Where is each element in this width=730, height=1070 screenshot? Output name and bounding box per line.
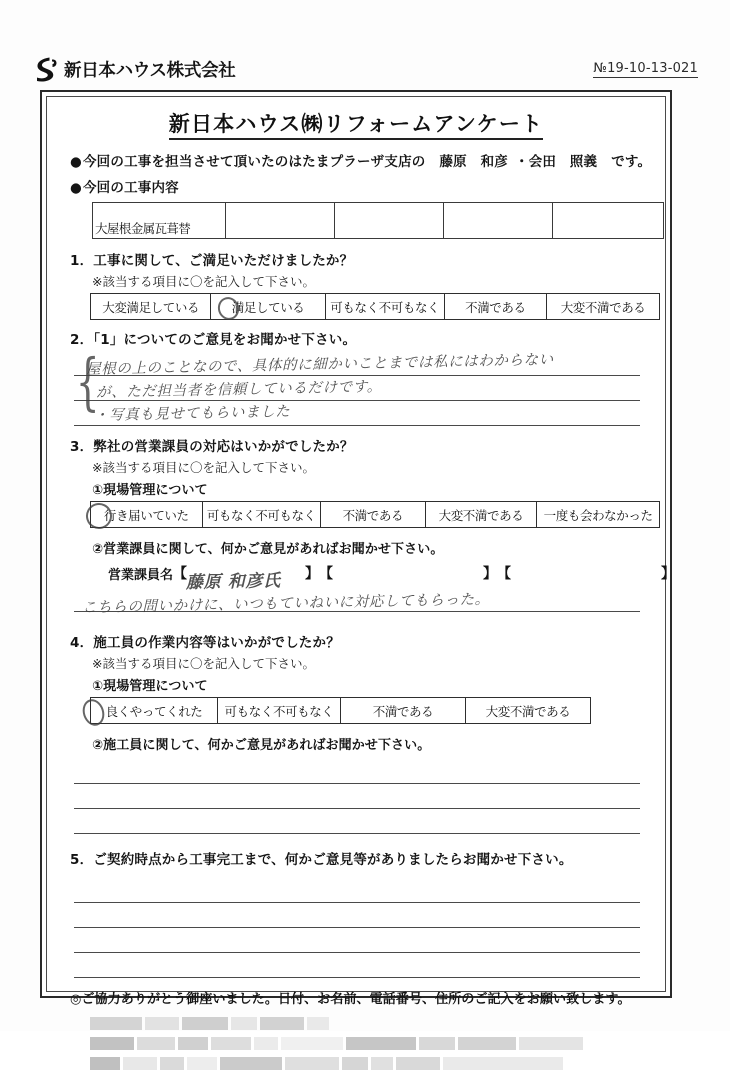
name-bracket-2[interactable]: [319, 563, 497, 583]
q1-option-3[interactable]: 不満である: [444, 294, 546, 320]
redaction-block: [396, 1057, 440, 1070]
name-bracket-3[interactable]: [497, 563, 675, 583]
question-3-options-table: [90, 501, 660, 528]
bracket-open-icon: 【: [173, 566, 188, 582]
question-1-note: ※該当する項目に〇を記入して下さい。: [92, 274, 315, 289]
redaction-block: [187, 1057, 217, 1070]
question-4-title: 4．施工員の作業内容等はいかがでしたか？: [70, 635, 340, 651]
sales-staff-name-handwritten: 藤原 和彦氏: [185, 571, 281, 593]
company-logo-mark-icon: [34, 56, 58, 82]
question-5-rule-lines[interactable]: [74, 878, 640, 978]
question-4-sub-label: ①現場管理について: [92, 679, 208, 694]
work-content-label-line: [70, 176, 660, 196]
question-4-block: [52, 631, 660, 834]
question-4-sub2-label: ②施工員に関して、何かご意見があればお聞かせ下さい。: [92, 738, 431, 753]
staff-name-primary: 藤原 和彦: [439, 154, 508, 170]
question-4-options-wrap: [52, 697, 660, 724]
bracket-open-icon: 【: [319, 566, 334, 582]
question-4-note: ※該当する項目に〇を記入して下さい。: [92, 656, 315, 671]
staff-name-secondary: 会田 照義: [528, 154, 598, 170]
redaction-block: [371, 1057, 393, 1070]
bullet-icon: ●: [70, 154, 82, 170]
q1-option-2[interactable]: 可もなく不可もなく: [325, 294, 444, 320]
bracket-open-icon: 【: [497, 566, 512, 582]
redaction-block: [254, 1037, 278, 1050]
q1-option-4[interactable]: 大変不満である: [547, 294, 660, 320]
question-3-title: 3．弊社の営業課員の対応はいかがでしたか？: [70, 439, 354, 455]
redaction-block: [342, 1057, 368, 1070]
question-3-sub-label: ①現場管理について: [92, 483, 208, 498]
q3-option-3[interactable]: 大変不満である: [425, 502, 537, 528]
question-4-options-table: [90, 697, 591, 724]
rule-line: [74, 903, 640, 928]
question-5-block: [52, 848, 660, 978]
bullet-icon: ●: [70, 180, 82, 196]
q3-option-2[interactable]: 不満である: [320, 502, 425, 528]
question-3-comment-area[interactable]: [52, 589, 660, 619]
sales-staff-name-label: 営業課員名: [108, 567, 174, 583]
redaction-block: [307, 1017, 329, 1030]
redaction-block: [220, 1057, 282, 1070]
redacted-personal-info-area: [90, 1017, 646, 1070]
q4-option-3[interactable]: 大変不満である: [466, 698, 591, 724]
name-bracket-1[interactable]: [173, 563, 319, 583]
form-title: [52, 108, 660, 138]
redaction-block: [123, 1057, 157, 1070]
intro-prefix-text: 今回の工事を担当させて頂いたのはたまプラーザ支店の: [82, 154, 426, 170]
redacted-row-1: [90, 1017, 646, 1030]
work-content-table: [92, 202, 664, 239]
question-2-title: 2．「1」についてのご意見をお聞かせ下さい。: [70, 332, 357, 348]
q4-option-1[interactable]: 可もなく不可もなく: [218, 698, 341, 724]
question-4-rule-lines[interactable]: [74, 759, 640, 834]
q1-option-1[interactable]: 満足している: [211, 294, 325, 320]
bracket-close-icon: 】: [305, 566, 320, 582]
q3-handwritten-comment: こちらの問いかけに、いつもていねいに対応してもらった。: [81, 591, 490, 617]
rule-line: [74, 351, 640, 376]
redaction-block: [160, 1057, 184, 1070]
q4-option-2[interactable]: 不満である: [341, 698, 466, 724]
rule-line: [74, 376, 640, 401]
work-cell-2[interactable]: [226, 203, 335, 239]
rule-line: [74, 401, 640, 426]
rule-line: [74, 759, 640, 784]
redaction-block: [137, 1037, 175, 1050]
table-row: [91, 294, 660, 320]
question-1-block: [52, 249, 660, 320]
question-2-block: [52, 328, 660, 429]
redaction-block: [231, 1017, 257, 1030]
intro-suffix-text: です。: [611, 154, 652, 170]
form-title-text: 新日本ハウス㈱リフォームアンケート: [169, 112, 543, 140]
redaction-block: [90, 1017, 142, 1030]
question-3-block: [52, 435, 676, 619]
question-3-note: ※該当する項目に〇を記入して下さい。: [92, 460, 315, 475]
rule-line: [74, 809, 640, 834]
bracket-close-icon: 】: [661, 566, 676, 582]
table-row: [93, 203, 664, 239]
intro-staff-line: [70, 150, 660, 170]
question-2-answer-area[interactable]: [52, 345, 660, 429]
question-1-title: 1．工事に関して、ご満足いただけましたか？: [70, 253, 354, 269]
question-3-sub2-label: ②営業課員に関して、何かご意見があればお聞かせ下さい。: [92, 542, 444, 557]
question-1-options-wrap: [52, 293, 660, 320]
q2-handwriting-line-3: ・写真も見せてもらいました: [93, 403, 291, 425]
redaction-block: [419, 1037, 455, 1050]
q2-handwriting-line-2: が、ただ担当者を信頼しているだけです。: [95, 379, 382, 401]
thanks-note: ◎ご協力ありがとう御座いました。日付、お名前、電話番号、住所のご記入をお願い致します。: [70, 992, 631, 1007]
q1-option-0[interactable]: 大変満足している: [91, 294, 211, 320]
form-sheet: [52, 100, 676, 1007]
redaction-block: [281, 1037, 343, 1050]
redaction-block: [458, 1037, 516, 1050]
form-frame: [40, 90, 676, 1007]
redaction-block: [182, 1017, 228, 1030]
redacted-row-2: [90, 1037, 646, 1050]
q3-option-1[interactable]: 可もなく不可もなく: [202, 502, 320, 528]
work-content-label: 今回の工事内容: [82, 180, 179, 196]
question-2-rule-lines: [74, 351, 640, 426]
staff-name-separator: ・: [514, 154, 529, 170]
q3-option-0[interactable]: 行き届いていた: [91, 502, 203, 528]
q4-option-0[interactable]: 良くやってくれた: [91, 698, 218, 724]
page-header: [34, 52, 698, 86]
q3-option-4[interactable]: 一度も会わなかった: [537, 502, 660, 528]
rule-line: [74, 784, 640, 809]
redaction-block: [443, 1057, 563, 1070]
redaction-block: [145, 1017, 179, 1030]
work-cell-3[interactable]: [335, 203, 444, 239]
work-cell-1[interactable]: 大屋根金属瓦葺替: [93, 203, 226, 239]
sales-staff-name-row: [108, 563, 676, 593]
rule-line: [74, 589, 640, 612]
redacted-row-3: [90, 1057, 646, 1070]
redaction-block: [285, 1057, 339, 1070]
question-3-rule-lines: [74, 589, 640, 612]
redaction-block: [90, 1057, 120, 1070]
question-5-title: 5．ご契約時点から工事完工まで、何かご意見等がありましたらお聞かせ下さい。: [70, 852, 573, 868]
redaction-block: [346, 1037, 416, 1050]
redaction-block: [211, 1037, 251, 1050]
document-number: №19-10-13-021: [593, 60, 698, 76]
redaction-block: [519, 1037, 583, 1050]
work-cell-4[interactable]: [444, 203, 553, 239]
redaction-block: [90, 1037, 134, 1050]
question-3-options-wrap: [52, 501, 660, 528]
work-cell-5[interactable]: [553, 203, 664, 239]
company-name: 新日本ハウス株式会社: [64, 60, 236, 81]
bracket-close-icon: 】: [483, 566, 498, 582]
handwritten-brace-mark: {: [75, 345, 100, 418]
q2-handwriting-line-1: 屋根の上のことなので、具体的に細かいことまでは私にはわからない: [85, 352, 554, 378]
company-branding: [34, 56, 235, 82]
rule-line: [74, 878, 640, 903]
question-1-options-table: [90, 293, 660, 320]
redaction-block: [260, 1017, 304, 1030]
rule-line: [74, 953, 640, 978]
table-row: [91, 698, 591, 724]
redaction-block: [178, 1037, 208, 1050]
rule-line: [74, 928, 640, 953]
table-row: [91, 502, 660, 528]
